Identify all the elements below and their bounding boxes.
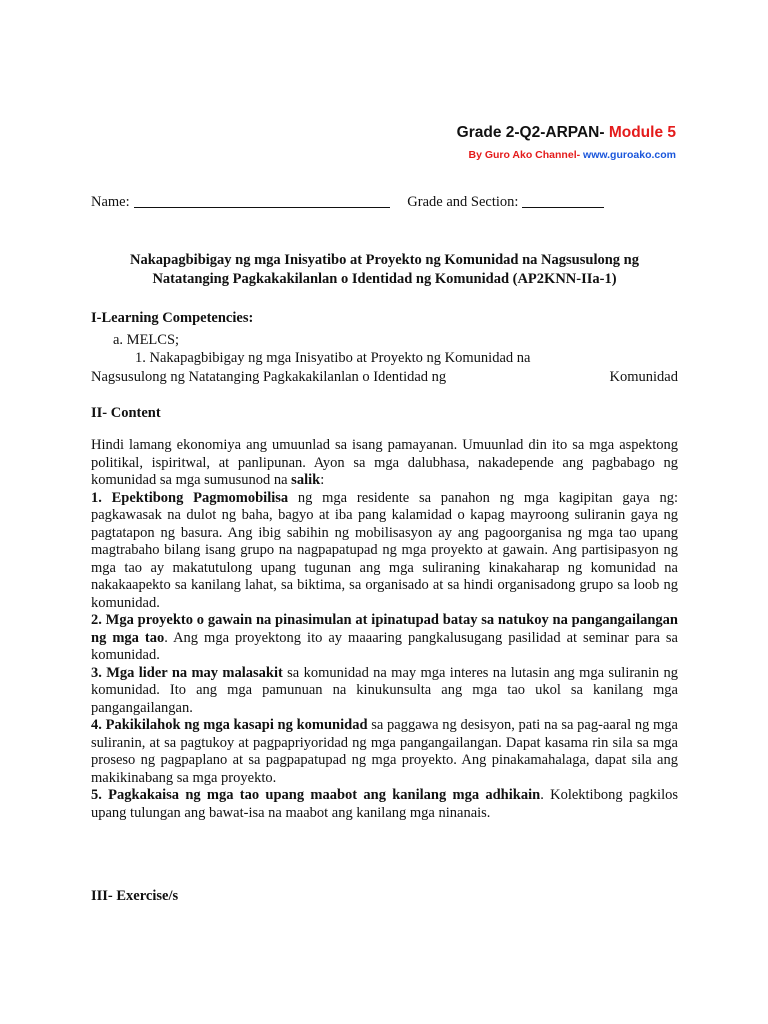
factor-item (91, 717, 678, 787)
competency-item-1-line-1: 1. Nakapagbibigay ng mga Inisyatibo at Proyekto ng Komunidad na (135, 350, 531, 366)
byline (457, 149, 676, 161)
competency-item-1-line-2a: Nagsusulong ng Natatanging Pagkakakilanlan o Identidad ng (91, 369, 447, 385)
factor-item (91, 787, 678, 822)
name-label: Name: (91, 194, 130, 210)
exercises-heading: III- Exercise/s (91, 888, 179, 904)
byline-website-link[interactable]: www.guroako.com (583, 149, 676, 161)
grade-section-blank-field[interactable] (522, 193, 604, 208)
content-intro (91, 437, 678, 490)
factor-item (91, 612, 678, 665)
learning-competencies-heading: I-Learning Competencies: (91, 310, 254, 326)
lesson-title-line-2: Natatanging Pagkakakilanlan o Identidad ng Komunidad (AP2KNN-IIa-1) (152, 271, 617, 287)
factor-title: 1. Epektibong Pagmomobilisa (91, 489, 289, 506)
document-header (457, 124, 676, 161)
competency-item-1 (91, 349, 678, 387)
factor-item (91, 490, 678, 613)
factor-title: 2. Mga proyekto o gawain na pinasimulan at ipinatupad batay sa natukoy na pangangailangan ng mga tao (91, 612, 678, 646)
competency-item-1-line-2b: Komunidad (609, 369, 678, 385)
content-heading: II- Content (91, 405, 161, 421)
lesson-title-line-1: Nakapagbibigay ng mga Inisyatibo at Proyekto ng Komunidad na Nagsusulong ng (130, 252, 639, 268)
module-number: Module 5 (608, 124, 676, 141)
module-title-prefix: Grade 2-Q2-ARPAN- (456, 124, 605, 141)
content-body (91, 437, 678, 822)
lesson-title (91, 251, 678, 289)
module-title (457, 124, 676, 142)
factor-title: 4. Pakikilahok ng mga kasapi ng komunidad (91, 717, 368, 733)
byline-author: By Guro Ako Channel- (468, 149, 581, 161)
student-info-line (91, 193, 604, 211)
factor-text: . Kolektibong pagkilos upang tulungan ang bawat-isa na maabot ang kanilang mga ninanais. (91, 787, 679, 821)
content-intro-text: Hindi lamang ekonomiya ang umuunlad sa isang pamayanan. Umuunlad din ito sa mga aspektong politikal, ispiritwal, at panlipunan. Ayon sa mga dalubhasa, nakadepende ang pagbabago ng komunidad sa mga sumusunod na (91, 437, 678, 488)
content-intro-keyword: salik (291, 472, 321, 488)
factor-text: sa komunidad na may mga interes na lutasin ang mga suliranin ng komunidad. Ito ang mga pamunuan na kinukunsulta ang mga tao ukol sa kanilang mga pangangailangan. (91, 664, 678, 716)
factor-text: ng mga residente sa panahon ng mga kagipitan gaya ng: pagkawasak na dulot ng baha, bagyo at iba pang kalamidad o kapag mayroong suliranin gaya ng pagtatapon ng basura. Ang ibig sabihin ng mobilisasyon ay ang pagoorganisa ng mga tao upang magtrabaho bilang isang grupo na nagpapatupad ng mga proyekto at gawain. Ang partisipasyon ng mga tao ay makatutulong upang tugunan ang mga suliraning kinakaharap ng komunidad na nakakaapekto sa kanilang lahat, sa biktima, sa organisado at sa hindi organisadong grupo sa loob ng komunidad. (91, 489, 678, 611)
factor-text: sa paggawa ng desisyon, pati na sa pag-aaral ng mga suliranin, at sa pagtukoy at pagpapriyoridad ng mga pangangailangan. Dapat kasama rin sila sa mga proseso ng pagpaplano at sa pagpapatupad ng mga proyekto. Ang pinakamahalaga, dapat sila ang makikinabang sa mga proyekto. (91, 717, 678, 786)
factor-title: 3. Mga lider na may malasakit (91, 664, 283, 681)
grade-section-label: Grade and Section: (407, 194, 519, 210)
factor-item (91, 665, 678, 718)
melcs-item: a. MELCS; (113, 332, 180, 348)
name-blank-field[interactable] (134, 193, 390, 208)
factor-title: 5. Pagkakaisa ng mga tao upang maabot ang kanilang mga adhikain (91, 787, 541, 803)
factor-text: . Ang mga proyektong ito ay maaaring pangkalusugang pasilidad at seminar para sa komunidad. (91, 629, 678, 663)
competency-item-1-line-2 (91, 368, 678, 387)
content-intro-end: : (320, 472, 325, 488)
